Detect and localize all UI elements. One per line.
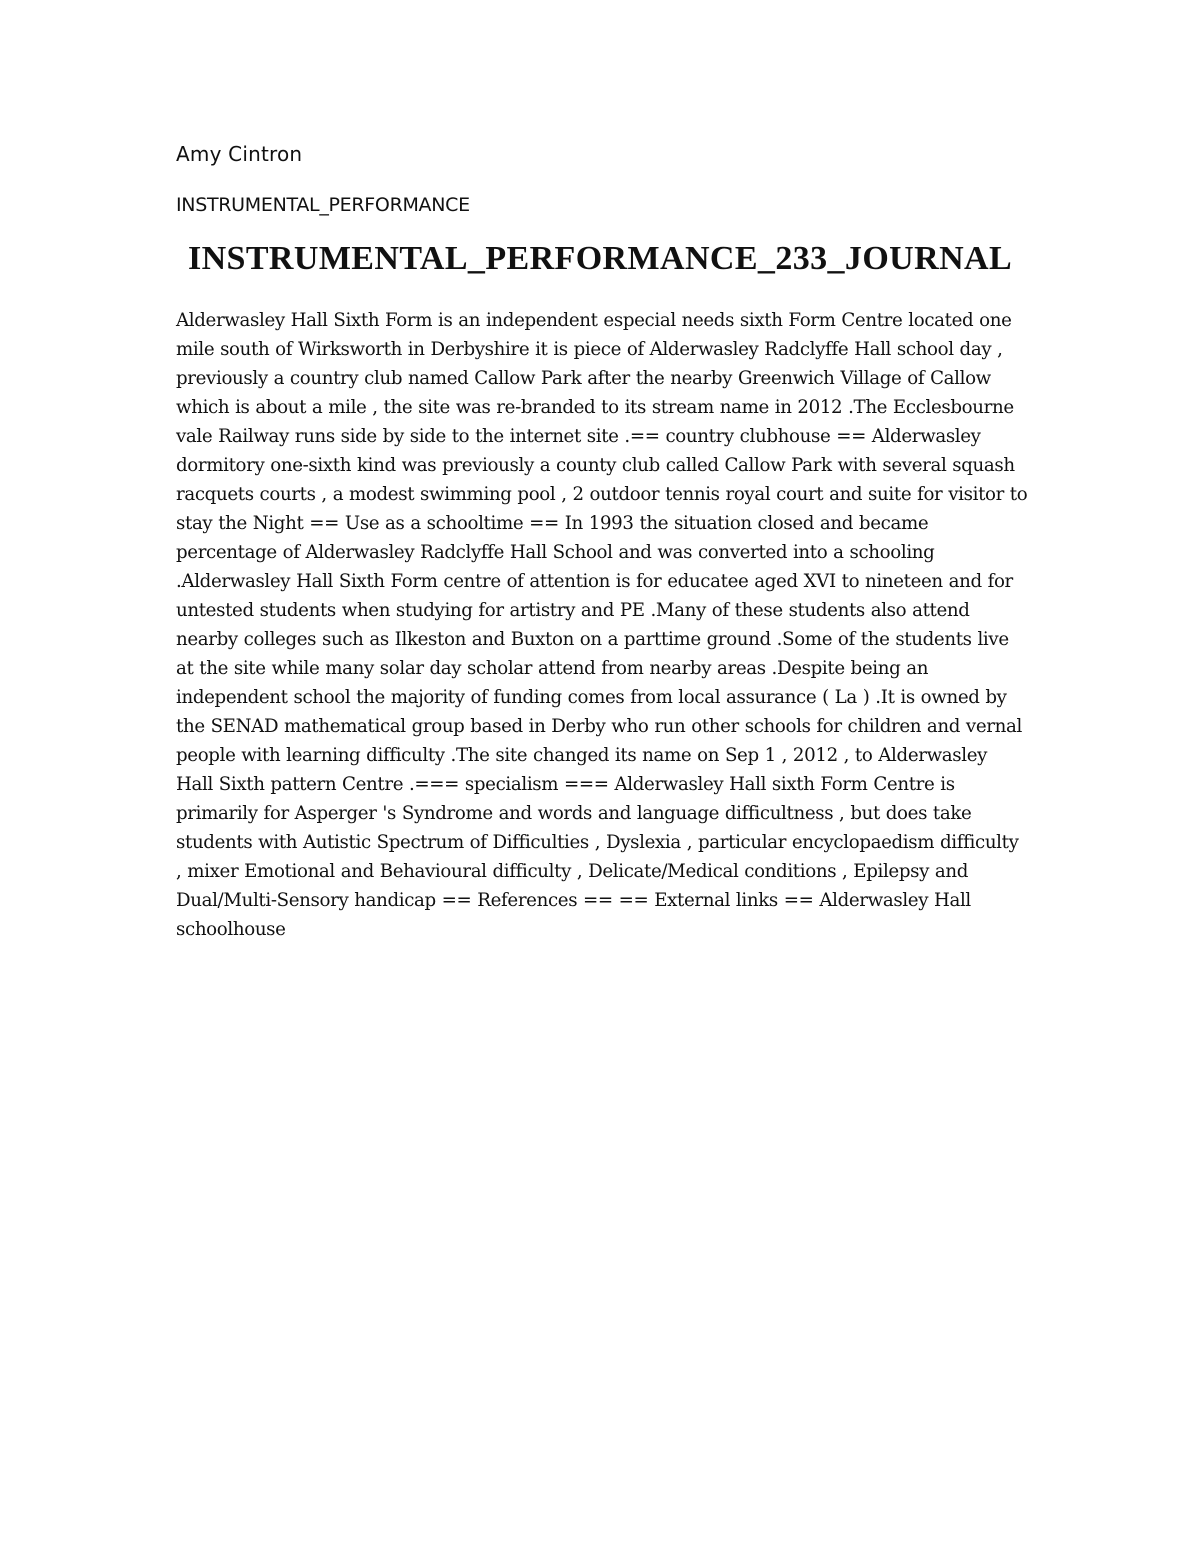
body-paragraph: Alderwasley Hall Sixth Form is an independent especial needs sixth Form Centre located one mile south of Wirksworth in Derbyshire it is piece of Alderwasley Radclyffe Hall school day , previously a country club named Callow Park after the nearby Greenwich Village of Callow which is about a mile , the site was re-branded to its stream name in 2012 .The Ecclesbourne vale Railway runs side by side to the internet site .== country clubhouse == Alderwasley dormitory one-sixth kind was previously a county club called Callow Park with several squash racquets courts , a modest swimming pool , 2 outdoor tennis royal court and suite for visitor to stay the Night == Use as a schooltime == In 1993 the situation closed and became percentage of Alderwasley Radclyffe Hall School and was converted into a schooling .Alderwasley Hall Sixth Form centre of attention is for educatee aged XVI to nineteen and for untested students when studying for artistry and PE .Many of these students also attend nearby colleges such as Ilkeston and Buxton on a parttime ground .Some of the students live at the site while many solar day scholar attend from nearby areas .Despite being an independent school the majority of funding comes from local assurance ( La ) .It is owned by the SENAD mathematical group based in Derby who run other schools for children and vernal people with learning difficulty .The site changed its name on Sep 1 , 2012 , to Alderwasley Hall Sixth pattern Centre .=== specialism === Alderwasley Hall sixth Form Centre is primarily for Asperger 's Syndrome and words and language difficultness , but does take students with Autistic Spectrum of Difficulties , Dyslexia , particular encyclopaedism difficulty , mixer Emotional and Behavioural difficulty , Delicate/Medical conditions , Epilepsy and Dual/Multi-Sensory handicap == References == == External links == Alderwasley Hall schoolhouse bbox=[176, 310, 1028, 940]
course-name: INSTRUMENTAL_PERFORMANCE bbox=[176, 194, 470, 216]
document-title: INSTRUMENTAL_PERFORMANCE_233_JOURNAL bbox=[187, 240, 1013, 277]
author-name: Amy Cintron bbox=[176, 142, 303, 166]
